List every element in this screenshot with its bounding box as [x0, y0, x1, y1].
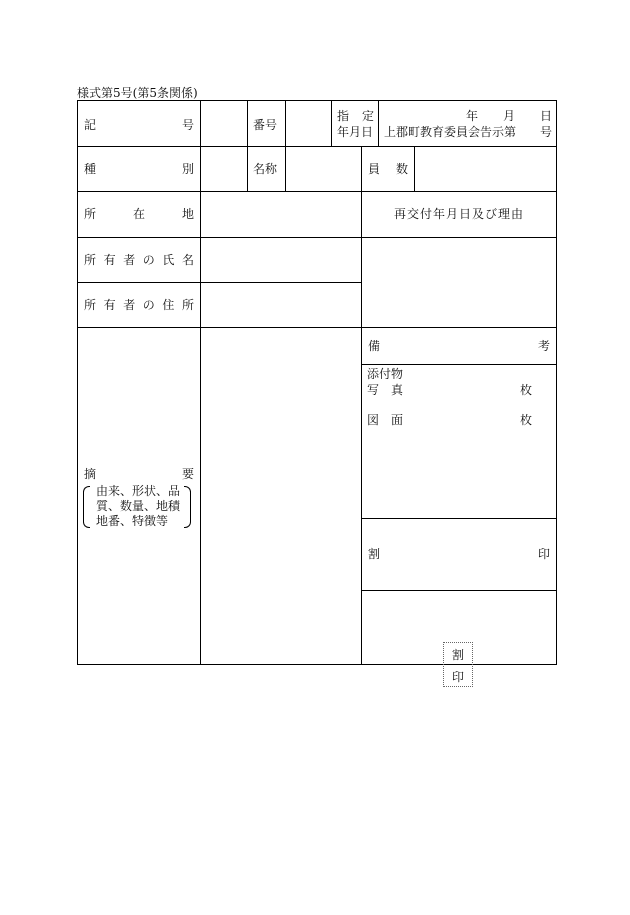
drawing-label: 図 面: [367, 413, 404, 427]
row-divider: [77, 237, 557, 238]
photo-unit: 枚: [520, 383, 533, 397]
row-divider: [77, 282, 361, 283]
summary-label: 摘 要: [84, 467, 194, 481]
column-divider: [414, 146, 415, 191]
column-divider: [378, 100, 379, 146]
summary-note-line: 質、数量、地積: [96, 499, 181, 513]
date-year: 年: [466, 109, 479, 123]
remarks-label: 備 考: [368, 339, 550, 353]
date-day: 日: [540, 109, 553, 123]
row-divider: [77, 191, 557, 192]
column-divider: [331, 100, 332, 146]
row-divider: [361, 364, 557, 365]
date-month: 月: [503, 109, 516, 123]
column-divider: [247, 100, 248, 191]
owner-address-label: 所 有 者 の 住 所: [84, 298, 194, 312]
column-divider: [200, 100, 201, 665]
number-label: 番号: [253, 118, 278, 132]
notice-prefix: 上郡町教育委員会告示第: [384, 125, 517, 139]
row-divider: [361, 518, 557, 519]
seal-top-char: 割: [452, 648, 465, 662]
seal-bottom-char: 印: [452, 670, 465, 684]
designation-label: 指 定: [337, 109, 374, 123]
drawing-unit: 枚: [520, 413, 533, 427]
row-divider: [361, 590, 557, 591]
registration-form-table: [77, 100, 557, 665]
attachments-label: 添付物: [367, 367, 404, 381]
name-label: 名称: [253, 162, 278, 176]
form-caption: 様式第5号(第5条関係): [77, 86, 198, 100]
location-label: 所 在 地: [84, 207, 194, 221]
left-bracket: [83, 486, 90, 528]
owner-name-label: 所 有 者 の 氏 名: [84, 253, 194, 267]
tally-seal-label: 割 印: [368, 547, 550, 561]
row-divider: [77, 327, 557, 328]
right-bracket: [184, 486, 191, 528]
summary-note-line: 由来、形状、品: [96, 484, 181, 498]
photo-label: 写 真: [367, 383, 404, 397]
row-divider: [77, 146, 557, 147]
column-divider: [285, 100, 286, 191]
column-divider: [361, 146, 362, 665]
date-label: 年月日: [337, 125, 374, 139]
reissue-date-reason-label: 再交付年月日及び理由: [393, 207, 524, 221]
notice-suffix: 号: [540, 125, 553, 139]
summary-note-line: 地番、特徴等: [96, 514, 169, 528]
quantity-label: 員 数: [368, 162, 408, 176]
record-number-label: 記 号: [84, 118, 194, 132]
category-label: 種 別: [84, 162, 194, 176]
